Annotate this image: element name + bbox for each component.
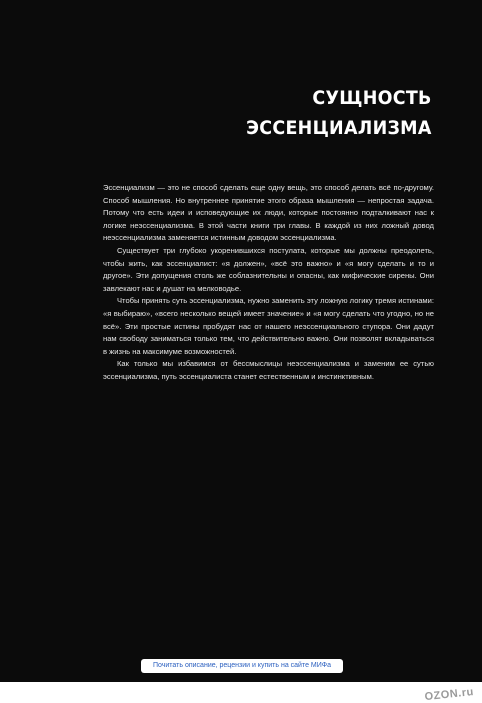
title-line-1: СУЩНОСТЬ bbox=[246, 83, 432, 113]
paragraph-2: Существует три глубоко укоренившихся постулата, которые мы должны преодолеть, чтобы жить, как эссенциалист: «я должен», «всё это важно» и «я могу сделать и то и другое». Эти допущения столь же соблазнительны и опасны, как мифические сирены. Они завлекают нас и душат на мелководье. bbox=[103, 245, 434, 295]
paragraph-4: Как только мы избавимся от бессмыслицы неэссенциализма и заменим ее сутью эссенциализма, путь эссенциалиста станет естественным и инстинктивным. bbox=[103, 358, 434, 383]
body-text bbox=[103, 182, 434, 384]
page-title bbox=[246, 83, 432, 143]
publisher-link[interactable]: Почитать описание, рецензии и купить на сайте МИФа bbox=[141, 659, 343, 673]
paragraph-1: Эссенциализм — это не способ сделать еще одну вещь, это способ делать всё по-другому. Способ мышления. Но внутреннее принятие этого образа мышления — непростая задача. Потому что есть идеи и исповедующие их люди, которые постоянно подталкивают нас к логике неэссенциализма. В этой части книги три главы. В каждой из них ложный довод неэссенциализма заменяется истинным доводом эссенциализма. bbox=[103, 182, 434, 245]
ozon-watermark: OZON.ru bbox=[424, 686, 474, 703]
paragraph-3: Чтобы принять суть эссенциализма, нужно заменить эту ложную логику тремя истинами: «я выбираю», «всего несколько вещей имеет значение» и «я могу сделать что угодно, но не всё». Эти простые истины пробудят нас от нашего неэссенциального ступора. Они дадут нам свободу заниматься только тем, что действительно важно. Они позволят вкладываться в жизнь на максимуме возможностей. bbox=[103, 295, 434, 358]
title-line-2: ЭССЕНЦИАЛИЗМА bbox=[246, 113, 432, 143]
